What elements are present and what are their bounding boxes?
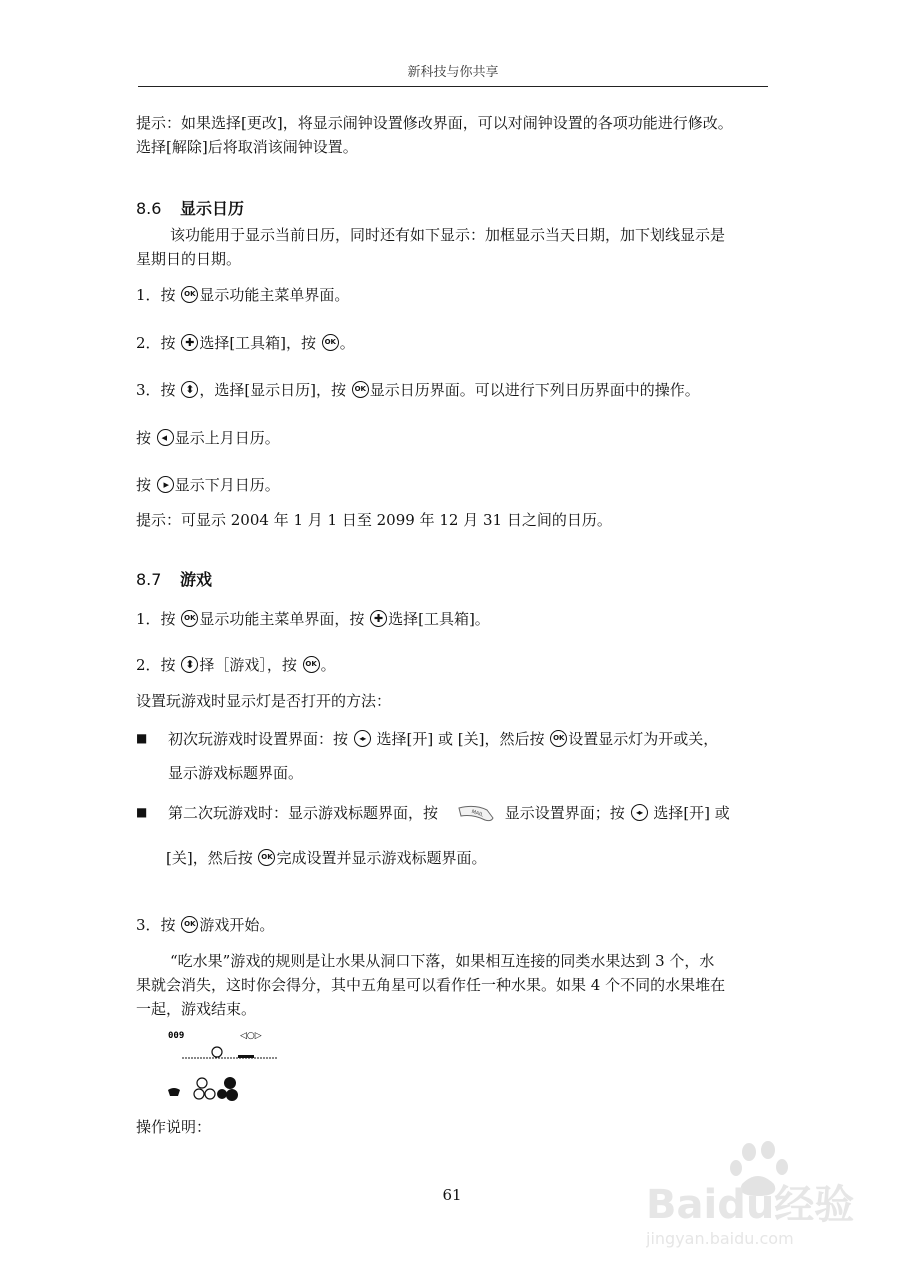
calendar-desc-2: 星期日的日期。 — [136, 250, 242, 268]
mail-key-icon — [457, 804, 495, 824]
text: 游戏开始。 — [199, 916, 275, 934]
section-title: 显示日历 — [180, 199, 245, 218]
section-number: 8.7 — [136, 570, 162, 589]
text: 2．按 — [136, 656, 181, 674]
text: 显示下月日历。 — [174, 476, 280, 494]
section-heading-8-6 — [136, 196, 244, 219]
text: 第二次玩游戏时：显示游戏标题界面，按 — [168, 804, 443, 822]
section-heading-8-7 — [136, 567, 212, 590]
bullet-square: ■ — [136, 805, 148, 819]
text: 2．按 — [136, 334, 181, 352]
text: 选择[开] 或 [关]，然后按 — [371, 730, 550, 748]
left-right-key-icon — [631, 804, 648, 821]
ok-key-icon — [258, 849, 275, 866]
fruit-icon — [197, 1078, 207, 1088]
text: [关]，然后按 — [166, 849, 258, 867]
text: 按 — [136, 476, 156, 494]
game-hole — [238, 1055, 254, 1058]
text: 设置显示灯为开或关， — [568, 730, 719, 748]
calendar-tip: 提示：可显示 2004 年 1 月 1 日至 2099 年 12 月 31 日之间的日历。 — [136, 511, 612, 529]
text: ，选择[显示日历]，按 — [199, 381, 351, 399]
text: 3．按 — [136, 381, 181, 399]
light-setting-intro: 设置玩游戏时显示灯是否打开的方法： — [136, 692, 392, 710]
baidu-watermark-logo — [646, 1140, 866, 1250]
svg-text:MAIL: MAIL — [470, 808, 484, 819]
svg-text:Baidu经验: Baidu经验 — [646, 1182, 855, 1228]
four-way-nav-key-icon — [370, 610, 387, 627]
ok-key-icon — [181, 286, 198, 303]
calendar-step-3 — [136, 377, 700, 403]
text: 。 — [320, 656, 336, 674]
game-rule-1: “吃水果”游戏的规则是让水果从洞口下落，如果相互连接的同类水果达到 3 个，水 — [170, 952, 715, 970]
text: 按 — [136, 429, 156, 447]
operations-label: 操作说明： — [136, 1118, 212, 1136]
text: 初次玩游戏时设置界面：按 — [168, 730, 353, 748]
game-arrows-icon: ◁○▷ — [240, 1031, 262, 1041]
bullet-2-line-1 — [168, 800, 730, 826]
text: 显示功能主菜单界面，按 — [199, 610, 370, 628]
bullet-square: ■ — [136, 731, 148, 745]
bullet-2-line-2 — [166, 845, 487, 871]
tip-line-2: 选择[解除]后将取消该闹钟设置。 — [136, 138, 358, 156]
ok-key-icon — [352, 381, 369, 398]
calendar-next-month — [136, 472, 280, 498]
tip-line-1: 提示：如果选择[更改]，将显示闹钟设置修改界面，可以对闹钟设置的各项功能进行修改。 — [136, 114, 733, 132]
ok-key-icon — [181, 916, 198, 933]
fruit-icon — [224, 1077, 236, 1089]
ok-key-icon — [303, 656, 320, 673]
game-step-1 — [136, 606, 490, 632]
game-screen-figure — [166, 1028, 284, 1108]
text: 显示设置界面；按 — [504, 804, 630, 822]
ok-key-icon — [322, 334, 339, 351]
bullet-1-line-1 — [168, 726, 718, 752]
left-key-icon — [157, 429, 174, 446]
text: 选择[工具箱]，按 — [199, 334, 321, 352]
game-step-2 — [136, 652, 336, 678]
text: 3．按 — [136, 916, 181, 934]
text: 。 — [339, 334, 355, 352]
header-title: 新科技与你共享 — [407, 65, 499, 80]
svg-text:jingyan.baidu.com: jingyan.baidu.com — [646, 1229, 794, 1248]
ok-key-icon — [550, 730, 567, 747]
text: 选择[开] 或 — [648, 804, 730, 822]
up-down-key-icon — [181, 381, 198, 398]
text: 1．按 — [136, 610, 181, 628]
page-header — [138, 60, 768, 87]
calendar-desc-1: 该功能用于显示当前日历，同时还有如下显示：加框显示当天日期，加下划线显示是 — [170, 226, 726, 244]
text: 1．按 — [136, 286, 181, 304]
fruit-icon — [205, 1089, 215, 1099]
section-number: 8.6 — [136, 199, 162, 218]
right-key-icon — [157, 476, 174, 493]
section-title: 游戏 — [180, 570, 213, 589]
text: 择［游戏］，按 — [199, 656, 302, 674]
text: 显示功能主菜单界面。 — [199, 286, 350, 304]
game-rule-3: 一起，游戏结束。 — [136, 1000, 257, 1018]
page-number: 61 — [442, 1186, 462, 1204]
fruit-icon — [212, 1047, 222, 1057]
text: 显示上月日历。 — [174, 429, 280, 447]
up-down-key-icon — [181, 656, 198, 673]
game-rule-2: 果就会消失，这时你会得分，其中五角星可以看作任一种水果。如果 4 个不同的水果堆在 — [136, 976, 726, 994]
left-right-key-icon — [354, 730, 371, 747]
bullet-1-line-2: 显示游戏标题界面。 — [168, 764, 304, 782]
game-score: 009 — [168, 1031, 185, 1041]
calendar-step-1 — [136, 282, 349, 308]
four-way-nav-key-icon — [181, 334, 198, 351]
calendar-prev-month — [136, 425, 280, 451]
ok-key-icon — [181, 610, 198, 627]
text: 选择[工具箱]。 — [388, 610, 490, 628]
game-step-3 — [136, 912, 274, 938]
text: 显示日历界面。可以进行下列日历界面中的操作。 — [369, 381, 700, 399]
fruit-icon — [217, 1089, 227, 1099]
calendar-step-2 — [136, 330, 355, 356]
text: 完成设置并显示游戏标题界面。 — [276, 849, 487, 867]
fruit-icon — [194, 1089, 204, 1099]
smile-icon — [168, 1088, 180, 1096]
fruit-icon — [226, 1089, 238, 1101]
